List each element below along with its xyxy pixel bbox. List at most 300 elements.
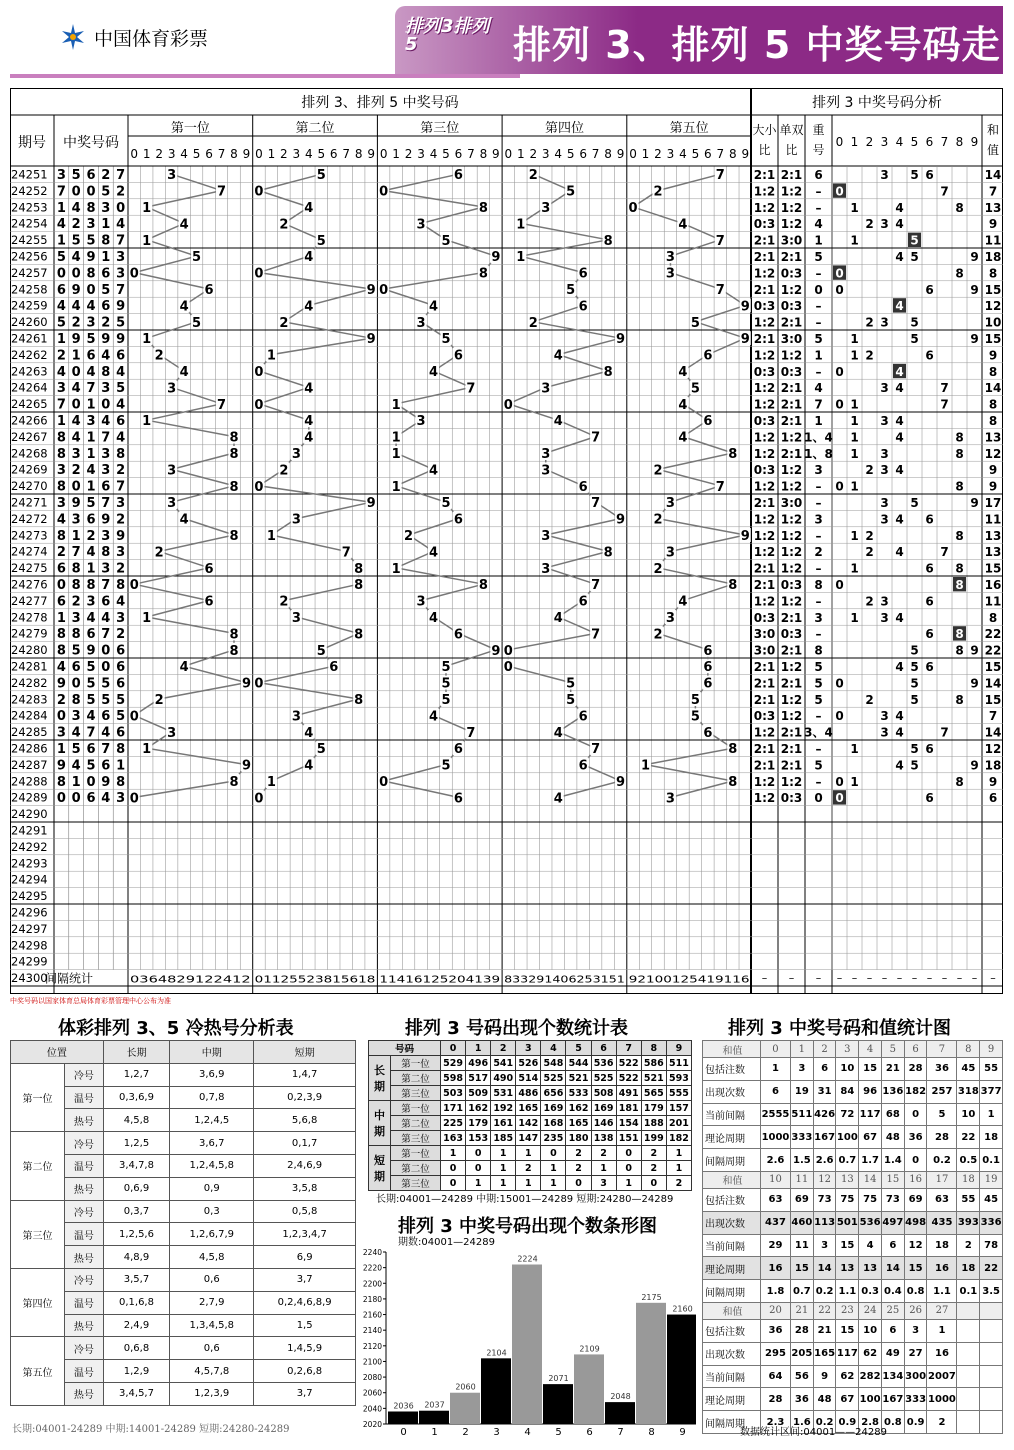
digit-header: 6: [329, 147, 338, 161]
draw-digit: 7: [101, 742, 111, 757]
sum-value: 16: [927, 1342, 957, 1365]
trend-digit: 3: [665, 266, 675, 282]
sum-value: 22: [984, 643, 1002, 658]
sum-value: 22: [984, 627, 1002, 642]
repeat-number: –: [815, 561, 822, 576]
trend-digit: 0: [379, 184, 389, 200]
sum-value: 336: [980, 1211, 1003, 1234]
sum-value: 2.8: [859, 1411, 882, 1434]
trend-digit: 1: [391, 447, 401, 462]
draw-digit: 3: [116, 496, 126, 511]
sum-row-label: 间隔周期: [703, 1149, 761, 1172]
analysis-digit: 7: [940, 397, 949, 412]
big-small-ratio: 1:2: [753, 725, 776, 740]
count-value: 531: [491, 1086, 516, 1101]
draw-digit: 4: [71, 725, 81, 741]
count-value: 656: [541, 1086, 566, 1101]
trend-digit: 8: [229, 627, 239, 643]
sum-value: 1.5: [790, 1149, 813, 1172]
sum-value: 15: [836, 1234, 859, 1257]
issue-number: 24286: [11, 741, 48, 756]
draw-digit: 8: [116, 742, 126, 757]
trend-digit: 5: [566, 676, 576, 692]
y-tick-label: 2200: [362, 1279, 382, 1289]
issue-number: 24271: [11, 495, 48, 510]
count-value: 522: [616, 1056, 641, 1071]
trend-digit: 3: [416, 217, 426, 233]
draw-digit: 9: [86, 250, 96, 265]
analysis-digit: 9: [970, 332, 979, 346]
analysis-digit: 2: [865, 463, 874, 478]
draw-digit: 6: [56, 594, 66, 610]
sum-value: 28: [761, 1388, 791, 1411]
trend-digit: 5: [441, 660, 451, 676]
big-small-ratio: 1:2: [753, 200, 776, 215]
odd-even-ratio: 1:2: [780, 709, 803, 724]
draw-digit: 5: [101, 692, 111, 708]
trend-digit: 9: [616, 775, 626, 790]
analysis-digit: 3: [880, 496, 889, 510]
cold-hot-value: 0,6,8: [103, 1337, 169, 1360]
odd-even-ratio: 0:3: [780, 266, 803, 281]
draw-digit: 7: [101, 496, 111, 511]
digit-header: 2: [404, 147, 413, 161]
position-label: 第一位: [391, 1056, 441, 1071]
analysis-digit: 0: [835, 266, 844, 281]
sum-value: 117: [859, 1103, 882, 1126]
count-value: 1: [666, 1146, 691, 1161]
trend-digit: 6: [703, 725, 713, 741]
trend-digit: 4: [304, 758, 314, 774]
analysis-digit: 8: [955, 430, 964, 445]
sum-header: [980, 1302, 1003, 1319]
draw-digit: 0: [101, 660, 111, 675]
cold-hot-value: 1,2,6,7,9: [170, 1223, 254, 1246]
trend-digit: 6: [578, 594, 588, 610]
temperature-label: 冷号: [65, 1200, 104, 1223]
digit-header: 9: [242, 147, 251, 161]
position-header: 第一位: [170, 121, 210, 136]
analysis-digit: 3: [880, 168, 889, 182]
odd-even-ratio: 2:1: [780, 381, 803, 396]
footnote: 中奖号码以国家体育总局体育彩票管理中心公布为准: [10, 997, 171, 1005]
sum-value: 13: [859, 1257, 882, 1280]
trend-digit: 4: [428, 299, 439, 315]
draw-digit: 4: [56, 364, 66, 380]
count-value: 180: [566, 1131, 591, 1146]
bar-chart: [356, 1244, 696, 1444]
sum-value: 1.6: [790, 1411, 813, 1434]
sum-value: 282: [859, 1365, 882, 1388]
draw-digit: 4: [101, 610, 111, 626]
repeat-number: –: [815, 184, 822, 199]
sum-value: 165: [813, 1342, 836, 1365]
trend-digit: 5: [316, 168, 326, 184]
draw-digit: 6: [101, 266, 111, 282]
sum-value: 15: [984, 692, 1002, 707]
draw-digit: 2: [116, 184, 126, 200]
draw-digit: 2: [56, 692, 66, 708]
issue-number: 24297: [11, 921, 48, 936]
count-value: 509: [466, 1086, 491, 1101]
trend-digit: 4: [553, 725, 563, 741]
sum-value: 0.7: [836, 1149, 859, 1172]
analysis-digit: 3: [880, 414, 889, 428]
cold-hot-table: [10, 1040, 356, 1406]
draw-digit: 6: [116, 660, 126, 675]
repeat-number: –: [815, 774, 822, 789]
big-small-ratio: 2:1: [753, 578, 776, 592]
digit-header: 2: [155, 147, 163, 161]
analysis-digit: 6: [925, 561, 934, 576]
count-value: 3: [591, 1176, 616, 1191]
count-value: 235: [541, 1131, 566, 1146]
sum-value: 333: [790, 1126, 813, 1149]
sum-value: 1.4: [881, 1149, 904, 1172]
draw-digit: 4: [56, 299, 66, 315]
draw-digit: 3: [86, 315, 96, 331]
sum-value: 73: [881, 1188, 904, 1211]
trend-digit: 3: [541, 447, 551, 462]
trend-digit: 1: [266, 348, 276, 364]
bar-value-label: 2060: [455, 1382, 476, 1392]
sum-header: 8: [957, 1041, 980, 1058]
sum-value: 2: [957, 1234, 980, 1257]
digit-header: 8: [230, 147, 238, 161]
repeat-number: 4: [814, 381, 823, 396]
analysis-digit: 8: [955, 627, 964, 642]
draw-digit: 4: [86, 709, 96, 725]
draw-digit: 9: [71, 332, 81, 347]
sum-value: 10: [836, 1058, 859, 1081]
trend-digit: 9: [740, 529, 750, 544]
count-value: 142: [516, 1116, 541, 1131]
draw-digit: 6: [101, 299, 111, 315]
sum-value: 36: [927, 1058, 957, 1081]
repeat-number: 3、4: [804, 725, 833, 740]
trend-digit: 0: [254, 397, 264, 413]
trend-digit: 9: [491, 250, 501, 266]
sum-stats-table: [702, 1040, 1003, 1434]
analysis-digit: 1: [850, 446, 859, 461]
count-value: 517: [466, 1071, 491, 1086]
draw-digit: 8: [71, 627, 81, 643]
trend-digit: 1: [516, 217, 526, 233]
issue-number: 24253: [11, 200, 48, 215]
sum-header: 9: [980, 1041, 1003, 1058]
issue-number: 24285: [11, 725, 48, 740]
issue-number: 24284: [11, 708, 48, 723]
sum-value: 7: [988, 709, 998, 724]
big-small-ratio: 2:1: [753, 676, 776, 691]
odd-even-ratio: 1:2: [780, 430, 803, 445]
repeat-number: 6: [814, 168, 823, 182]
analysis-digit: 0: [835, 791, 844, 806]
draw-digit: 8: [71, 578, 81, 593]
sum-value: 167: [881, 1388, 904, 1411]
period-label: 长期: [369, 1056, 391, 1101]
count-value: 182: [666, 1131, 691, 1146]
count-value: 1: [541, 1161, 566, 1176]
draw-digit: 8: [56, 430, 66, 446]
count-value: 157: [666, 1101, 691, 1116]
repeat-number: –: [815, 709, 822, 724]
analysis-digit-header: 5: [910, 135, 919, 149]
analysis-digit: 4: [895, 512, 904, 527]
issue-number: 24259: [11, 298, 48, 313]
bar-value-label: 2160: [672, 1304, 693, 1314]
sum-value: 113: [813, 1211, 836, 1234]
analysis-digit: 4: [895, 250, 904, 264]
draw-digit: 2: [71, 217, 81, 233]
trend-digit: 5: [441, 332, 451, 348]
draw-digit: 6: [86, 168, 96, 183]
count-value: 526: [516, 1056, 541, 1071]
trend-digit: 6: [453, 791, 463, 807]
analysis-digit: 1: [850, 774, 859, 789]
cold-hot-value: 3,6,9: [170, 1063, 254, 1086]
digit-header: 4: [180, 147, 188, 161]
count-value: 529: [441, 1056, 466, 1071]
issue-number: 24276: [11, 577, 48, 592]
trend-digit: 3: [291, 512, 301, 528]
sum-row-label: 出现次数: [703, 1080, 761, 1103]
draw-digit: 3: [86, 594, 96, 610]
gap-stats-dash: –: [881, 971, 888, 985]
issue-number: 24262: [11, 347, 48, 362]
repeat-number: 1: [814, 414, 823, 428]
repeat-number: –: [815, 496, 822, 510]
trend-digit: 2: [653, 463, 663, 479]
sum-value: 72: [836, 1103, 859, 1126]
temperature-label: 温号: [65, 1086, 104, 1109]
trend-digit: 8: [229, 775, 239, 790]
trend-digit: 7: [715, 168, 725, 184]
sum-header: [957, 1302, 980, 1319]
x-tick-label: 9: [679, 1427, 686, 1438]
gap-stats-dash: –: [896, 971, 903, 985]
odd-even-ratio: 2:1: [780, 414, 803, 428]
trend-digit: 1: [391, 479, 401, 495]
draw-digit: 3: [101, 561, 111, 577]
analysis-digit: 1: [850, 479, 859, 494]
analysis-digit: 6: [925, 512, 934, 527]
trend-digit: 7: [341, 545, 351, 561]
sum-value: 22: [957, 1126, 980, 1149]
analysis-digit: 6: [925, 282, 934, 297]
draw-digit: 2: [56, 545, 66, 561]
temperature-label: 温号: [65, 1154, 104, 1177]
odd-even-ratio: 1:2: [780, 217, 803, 232]
sum-value: 11: [790, 1234, 813, 1257]
odd-even-ratio: 2:1: [780, 610, 803, 625]
bar: [605, 1402, 635, 1424]
sum-header: 1: [790, 1041, 813, 1058]
draw-digit: 8: [86, 578, 96, 593]
analysis-digit: 1: [850, 742, 859, 756]
cold-hot-value: 4,5,8: [170, 1246, 254, 1269]
draw-digit: 6: [86, 627, 96, 643]
sum-header: 7: [927, 1041, 957, 1058]
sum-value: 134: [881, 1365, 904, 1388]
trend-digit: 6: [578, 299, 588, 315]
sum-header: 24: [859, 1302, 882, 1319]
sum-row-label: 当前间隔: [703, 1365, 761, 1388]
draw-digit: 8: [56, 643, 66, 659]
cold-hot-value: 4,5,7,8: [170, 1360, 254, 1383]
trend-digit: 4: [428, 545, 439, 561]
count-value: 162: [566, 1101, 591, 1116]
draw-digit: 3: [56, 168, 66, 183]
sum-value: 36: [904, 1126, 927, 1149]
count-value: 565: [641, 1086, 666, 1101]
cold-hot-header: 中期: [170, 1041, 254, 1064]
sum-value: 1.7: [859, 1149, 882, 1172]
trend-digit: 8: [728, 775, 738, 790]
sum-value: 0.5: [957, 1149, 980, 1172]
trend-digit: 9: [740, 332, 750, 348]
draw-digit: 5: [71, 742, 81, 757]
sum-value: 13: [836, 1257, 859, 1280]
draw-digit: 1: [86, 561, 96, 577]
bar-value-label: 2104: [486, 1348, 507, 1358]
trend-digit: 8: [603, 365, 613, 380]
sum-value: 96: [859, 1080, 882, 1103]
draw-digit: 8: [86, 200, 96, 216]
repeat-number: 5: [814, 758, 823, 773]
sum-value: 12: [904, 1234, 927, 1257]
draw-digit: 4: [116, 430, 126, 446]
draw-digit: 3: [71, 709, 81, 725]
draw-digit: 8: [101, 364, 111, 380]
trend-digit: 8: [354, 578, 364, 594]
sum-value: 1000: [927, 1388, 957, 1411]
count-value: 486: [516, 1086, 541, 1101]
sum-value: 63: [761, 1188, 791, 1211]
sum-value: 15: [984, 282, 1002, 297]
sum-value: 333: [904, 1388, 927, 1411]
cold-hot-value: 0,9: [170, 1177, 254, 1200]
odd-even-ratio: 3:0: [780, 496, 803, 510]
sum-value: 18: [927, 1234, 957, 1257]
sum-value: 9: [813, 1365, 836, 1388]
digit-header: 1: [641, 147, 650, 161]
trend-digit: 0: [628, 201, 638, 216]
cold-hot-title: 体彩排列 3、5 冷热号分析表: [58, 1018, 294, 1039]
analysis-digit: 4: [895, 725, 904, 740]
big-small-ratio: 2:1: [753, 561, 776, 576]
trend-digit: 2: [279, 217, 289, 233]
repeat-number: 5: [814, 250, 823, 264]
analysis-digit: 0: [835, 364, 844, 379]
count-value: 598: [441, 1071, 466, 1086]
sum-value: 501: [836, 1211, 859, 1234]
draw-digit: 3: [116, 545, 126, 561]
trend-digit: 7: [591, 627, 601, 643]
y-tick-label: 2120: [362, 1341, 382, 1351]
sum-stats-title: 排列 3 中奖号码和值统计图: [728, 1018, 952, 1039]
analysis-digit-header: 0: [835, 135, 844, 149]
draw-digit: 2: [71, 594, 81, 610]
draw-digit: 6: [101, 709, 111, 725]
analysis-digit: 9: [970, 282, 979, 297]
trend-digit: 4: [678, 365, 688, 380]
position-header: 第四位: [544, 121, 584, 136]
analysis-digit: 6: [925, 791, 934, 806]
big-small-ratio: 0:3: [753, 610, 776, 625]
analysis-digit: 6: [925, 742, 934, 756]
temperature-label: 热号: [65, 1314, 104, 1337]
draw-digit: 8: [101, 233, 111, 249]
big-small-ratio: 2:1: [753, 496, 776, 510]
y-tick-label: 2240: [362, 1248, 382, 1257]
trend-digit: 8: [603, 233, 613, 249]
bar-value-label: 2175: [641, 1292, 662, 1302]
col-draw: 中奖号码: [63, 135, 119, 151]
draw-digit: 1: [56, 742, 66, 757]
count-value: 522: [616, 1071, 641, 1086]
count-value: 181: [616, 1101, 641, 1116]
odd-even-ratio: 1:2: [780, 774, 803, 789]
section-title-left: 排列 3、排列 5 中奖号码: [301, 95, 459, 111]
temperature-label: 冷号: [65, 1337, 104, 1360]
period-label: 中期: [369, 1101, 391, 1146]
analysis-digit: 0: [835, 282, 844, 297]
y-tick-label: 2180: [362, 1294, 382, 1304]
trend-digit: 7: [466, 725, 476, 741]
repeat-number: 5: [814, 332, 823, 346]
trend-digit: 9: [366, 332, 376, 348]
analysis-digit: 8: [955, 561, 964, 576]
count-value: 1: [491, 1176, 516, 1191]
cold-hot-value: 1,2,3,9: [170, 1382, 254, 1405]
draw-digit: 9: [56, 758, 66, 774]
count-value: 2: [641, 1146, 666, 1161]
sum-value: 18: [980, 1126, 1003, 1149]
draw-digit: 7: [116, 233, 126, 249]
trend-digit: 3: [665, 250, 675, 266]
count-value: 1: [491, 1146, 516, 1161]
analysis-digit: 0: [835, 397, 844, 412]
issue-number: 24266: [11, 413, 48, 428]
count-value: 548: [541, 1056, 566, 1071]
sum-value: 1: [761, 1058, 791, 1081]
draw-digit: 1: [71, 348, 81, 364]
trend-digit: 0: [129, 266, 139, 282]
draw-digit: 7: [56, 397, 66, 413]
analysis-digit: 2: [865, 348, 874, 363]
cold-hot-value: 1,2,4,5: [170, 1109, 254, 1132]
bar: [636, 1303, 666, 1424]
cold-hot-value: 6,9: [254, 1246, 356, 1269]
big-small-ratio: 1:2: [753, 479, 776, 494]
odd-even-ratio: 2:1: [780, 446, 803, 461]
y-tick-label: 2020: [362, 1420, 382, 1429]
sum-value: 13: [984, 430, 1002, 445]
sum-value: 14: [984, 725, 1002, 740]
draw-digit: 3: [116, 250, 126, 265]
draw-digit: 5: [116, 315, 126, 331]
cold-hot-value: 2,7,9: [170, 1291, 254, 1314]
sum-row-label: 包括注数: [703, 1319, 761, 1342]
draw-digit: 7: [101, 627, 111, 643]
odd-even-ratio: 2:1: [780, 643, 803, 658]
sum-stats-note: 数据统计区间:04001——24289: [740, 1427, 887, 1438]
sum-value: 3: [813, 1234, 836, 1257]
count-value: 533: [566, 1086, 591, 1101]
sum-header: 和值: [703, 1171, 761, 1188]
trend-digit: 1: [266, 529, 276, 544]
